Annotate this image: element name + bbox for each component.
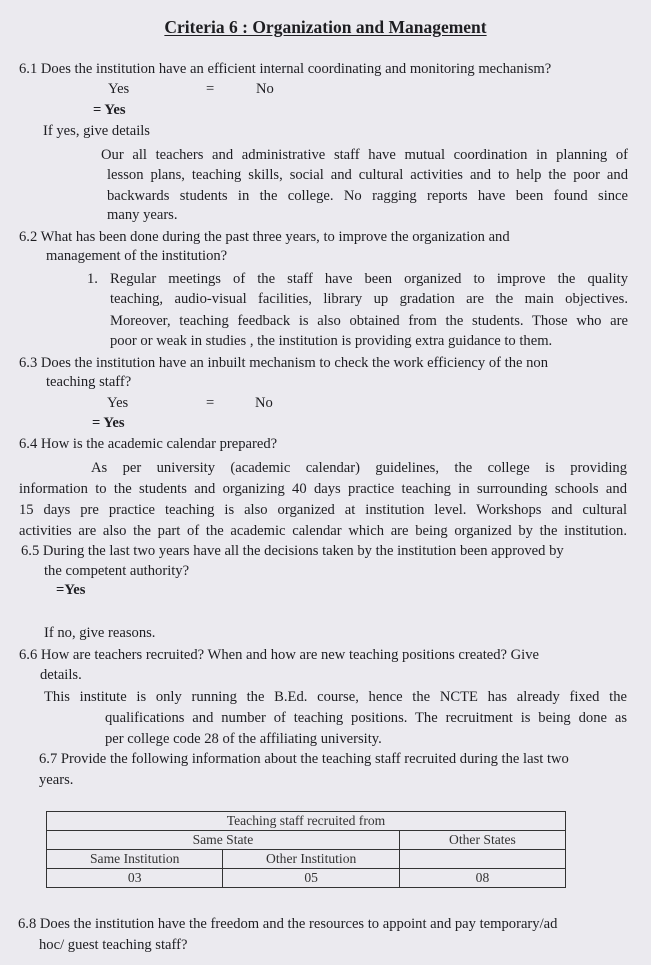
sub-same-institution: Same Institution: [47, 850, 223, 869]
details-6-1-line-1: Our all teachers and administrative staff have mutual coordination in planning of: [101, 147, 628, 163]
answer-6-5: =Yes: [56, 582, 86, 598]
table-header: Teaching staff recruited from: [47, 812, 566, 831]
answer-6-2-line-3: Moreover, teaching feedback is also obtained from the students. Those who are: [110, 313, 628, 329]
question-6-7-line-2: years.: [39, 772, 74, 788]
answer-6-6-line-2: qualifications and number of teaching positions. The recruitment is being done as: [105, 710, 627, 726]
separator-6-3: =: [206, 395, 215, 411]
table-row: [47, 869, 566, 888]
page-title: Criteria 6 : Organization and Management: [164, 17, 487, 37]
answer-6-2-line-4: poor or weak in studies , the institution is providing extra guidance to them.: [110, 333, 553, 349]
table-group-row: [47, 831, 566, 850]
question-6-2-line-2: management of the institution?: [46, 248, 228, 264]
question-6-4: 6.4 How is the academic calendar prepared?: [19, 436, 278, 452]
followup-6-5: If no, give reasons.: [44, 625, 156, 641]
answer-6-4-line-3: 15 days pre practice teaching is also organized at institution level. Workshops and cultural: [19, 502, 627, 518]
table-header-row: [47, 812, 566, 831]
question-6-2-line-1: 6.2 What has been done during the past three years, to improve the organization and: [19, 229, 510, 245]
table-subheader-row: [47, 850, 566, 869]
question-6-6-line-2: details.: [40, 667, 82, 683]
answer-6-2-line-1: 1. Regular meetings of the staff have been organized to improve the quality: [87, 271, 628, 287]
question-6-8-line-1: 6.8 Does the institution have the freedom and the resources to appoint and pay temporary/ad: [18, 916, 558, 932]
question-6-5-line-1: 6.5 During the last two years have all the decisions taken by the institution been approved by: [21, 543, 564, 559]
question-6-1: 6.1 Does the institution have an efficient internal coordinating and monitoring mechanism?: [19, 61, 552, 77]
sub-empty-cell: [399, 850, 565, 869]
answer-6-3: = Yes: [92, 415, 125, 431]
value-same-institution: 03: [47, 869, 223, 888]
details-6-1-line-4: many years.: [107, 207, 178, 223]
answer-6-6-line-1: This institute is only running the B.Ed. course, hence the NCTE has already fixed the: [44, 689, 627, 705]
followup-6-1: If yes, give details: [43, 123, 150, 139]
question-6-8-line-2: hoc/ guest teaching staff?: [39, 937, 188, 953]
option-yes-6-1: Yes: [108, 81, 130, 97]
details-6-1-line-3: backwards students in the college. No ragging reports have been found since: [107, 188, 628, 204]
answer-6-6-line-3: per college code 28 of the affiliating university.: [105, 731, 382, 747]
option-no-6-1: No: [256, 81, 274, 97]
details-6-1-line-2: lesson plans, teaching skills, social and cultural activities and to help the poor and: [107, 167, 628, 183]
answer-6-1: = Yes: [93, 102, 126, 118]
group-same-state: Same State: [47, 831, 400, 850]
question-6-6-line-1: 6.6 How are teachers recruited? When and how are new teaching positions created? Give: [19, 647, 540, 663]
value-other-institution: 05: [223, 869, 399, 888]
answer-6-4-line-2: information to the students and organizing 40 days practice teaching in surrounding schools and: [19, 481, 627, 497]
answer-6-4-line-4: activities are also the part of the academic calendar which are being organized by the institution.: [19, 523, 627, 539]
sub-other-institution: Other Institution: [223, 850, 399, 869]
option-yes-6-3: Yes: [107, 395, 129, 411]
answer-6-2-line-2: teaching, audio-visual facilities, library up gradation are the main objectives.: [110, 291, 628, 307]
value-other-states: 08: [399, 869, 565, 888]
question-6-7-line-1: 6.7 Provide the following information about the teaching staff recruited during the last two: [39, 751, 569, 767]
question-6-3-line-1: 6.3 Does the institution have an inbuilt mechanism to check the work efficiency of the non: [19, 355, 549, 371]
question-6-5-line-2: the competent authority?: [44, 563, 190, 579]
group-other-states: Other States: [399, 831, 565, 850]
answer-6-4-line-1: As per university (academic calendar) guidelines, the college is providing: [91, 460, 627, 476]
question-6-3-line-2: teaching staff?: [46, 374, 132, 390]
separator-6-1: =: [206, 81, 215, 97]
teaching-staff-table: [46, 811, 566, 888]
option-no-6-3: No: [255, 395, 273, 411]
